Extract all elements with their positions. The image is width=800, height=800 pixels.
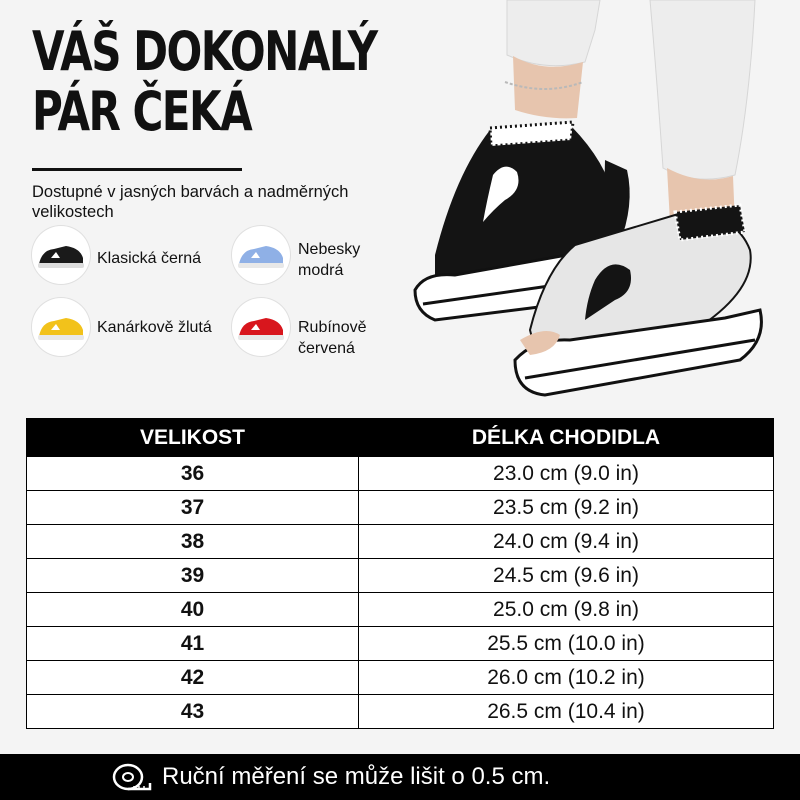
size-cell: 41: [27, 627, 359, 661]
swatch-label-blue-line-2: modrá: [298, 262, 344, 279]
length-cell: 25.5 cm (10.0 in): [359, 627, 774, 661]
swatch-black-sandal-icon[interactable]: [32, 226, 90, 284]
footer-note-text: Ruční měření se může lišit o 0.5 cm.: [162, 763, 551, 790]
headline-line-2: PÁR ČEKÁ: [32, 80, 252, 143]
swatch-label-red-line-2: červená: [298, 340, 355, 357]
swatch-blue-sandal-icon[interactable]: [232, 226, 290, 284]
size-cell: 42: [27, 661, 359, 695]
swatch-label-red-line-1: Rubínově: [298, 319, 367, 336]
size-cell: 38: [27, 525, 359, 559]
table-row: [27, 627, 774, 661]
header-size: VELIKOST: [27, 419, 359, 457]
swatch-red-sandal-icon[interactable]: [232, 298, 290, 356]
length-cell: 24.0 cm (9.4 in): [359, 525, 774, 559]
swatch-label-yellow: Kanárkově žlutá: [97, 319, 212, 336]
swatch-label-blue-line-1: Nebesky: [298, 241, 361, 258]
length-cell: 26.5 cm (10.4 in): [359, 695, 774, 729]
size-chart-header-row: [27, 419, 774, 457]
headline-divider: [32, 168, 242, 171]
measuring-tape-icon: [112, 762, 152, 792]
headline-line-1: VÁŠ DOKONALÝ: [32, 20, 377, 83]
swatch-yellow-sandal-icon[interactable]: [32, 298, 90, 356]
table-row: [27, 559, 774, 593]
swatch-label-red: [298, 317, 367, 359]
size-cell: 39: [27, 559, 359, 593]
sandal-black-icon: [36, 240, 86, 270]
table-row: [27, 491, 774, 525]
product-photo-sandals: [395, 0, 800, 410]
footer-note-bar: [0, 754, 800, 800]
length-cell: 24.5 cm (9.6 in): [359, 559, 774, 593]
size-cell: 43: [27, 695, 359, 729]
table-row: [27, 661, 774, 695]
swatch-label-black: Klasická černá: [97, 250, 202, 267]
sandal-blue-icon: [236, 240, 286, 270]
table-row: [27, 593, 774, 627]
header-foot-length: DÉLKA CHODIDLA: [359, 419, 774, 457]
length-cell: 23.5 cm (9.2 in): [359, 491, 774, 525]
length-cell: 25.0 cm (9.8 in): [359, 593, 774, 627]
sandal-red-icon: [236, 312, 286, 342]
size-chart-table: [26, 418, 774, 729]
length-cell: 26.0 cm (10.2 in): [359, 661, 774, 695]
size-cell: 37: [27, 491, 359, 525]
headline: [32, 22, 377, 142]
swatch-label-blue: [298, 239, 360, 281]
colors-subtitle: Dostupné v jasných barvách a nadměrných velikostech: [32, 183, 349, 221]
size-cell: 40: [27, 593, 359, 627]
sandal-yellow-icon: [36, 312, 86, 342]
length-cell: 23.0 cm (9.0 in): [359, 457, 774, 491]
table-row: [27, 457, 774, 491]
table-row: [27, 525, 774, 559]
table-row: [27, 695, 774, 729]
size-cell: 36: [27, 457, 359, 491]
